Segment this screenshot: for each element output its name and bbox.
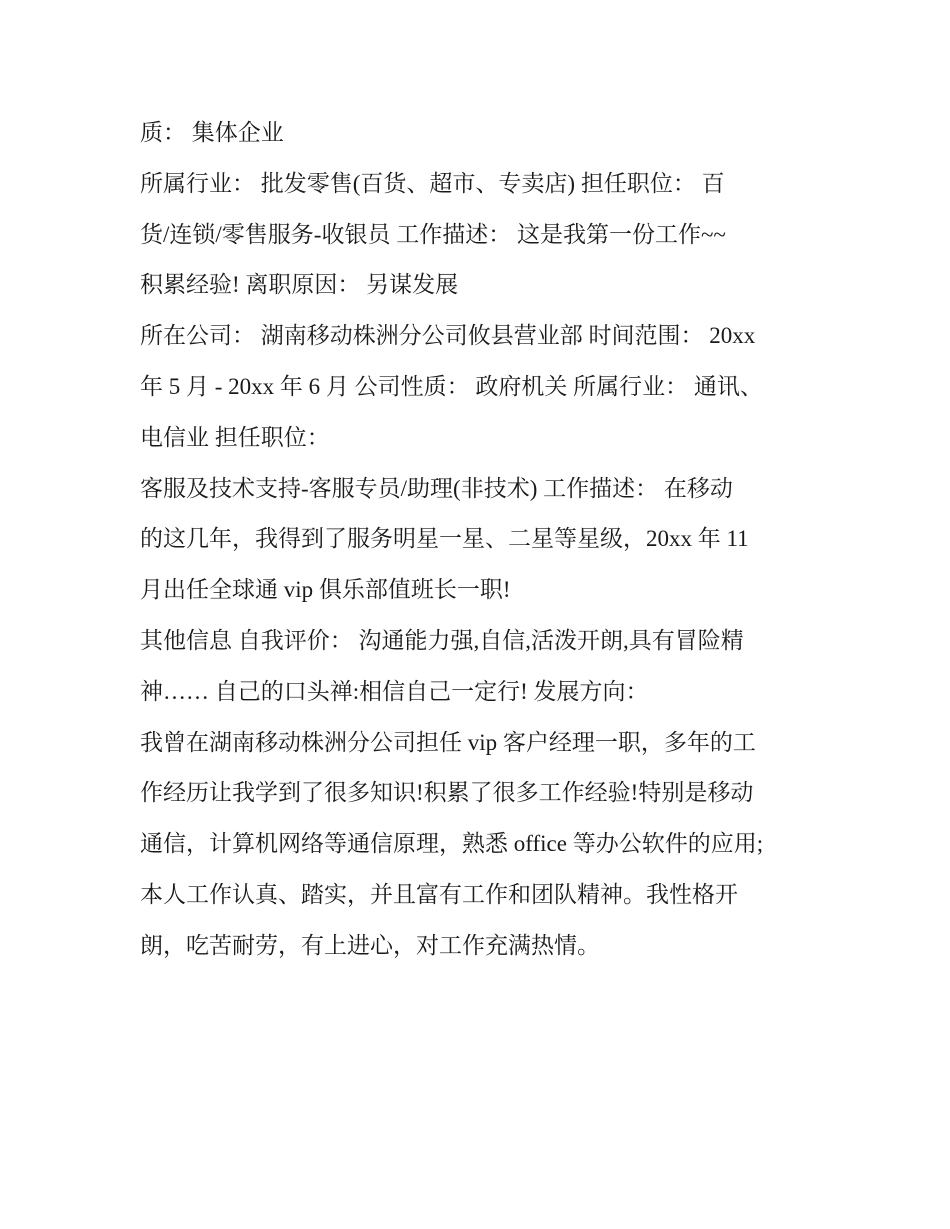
text-line-1: 质： 集体企业 (140, 120, 284, 145)
text-line-2: 所属行业： 批发零售(百货、超市、专卖店) 担任职位： 百 (140, 170, 725, 196)
text-line-11: 其他信息 自我评价： 沟通能力强,自信,活泼开朗,具有冒险精 (140, 627, 744, 653)
text-line-12: 神…… 自己的口头禅:相信自己一定行! 发展方向： (140, 678, 649, 704)
resume-text-block (140, 108, 820, 972)
text-line-15: 通信，计算机网络等通信原理，熟悉 office 等办公软件的应用; (140, 831, 764, 857)
text-line-4: 积累经验! 离职原因： 另谋发展 (140, 272, 459, 298)
text-line-10: 月出任全球通 vip 俱乐部值班长一职! (140, 577, 511, 603)
text-line-9: 的这几年，我得到了服务明星一星、二星等星级，20xx 年 11 (140, 526, 749, 552)
text-line-7: 电信业 担任职位： (140, 424, 330, 450)
text-line-5: 所在公司： 湖南移动株洲分公司攸县营业部 时间范围： 20xx (140, 323, 756, 349)
text-line-16: 本人工作认真、踏实，并且富有工作和团队精神。我性格开 (140, 881, 738, 907)
text-line-3: 货/连锁/零售服务-收银员 工作描述： 这是我第一份工作~~ (140, 221, 726, 247)
text-line-6: 年 5 月 - 20xx 年 6 月 公司性质： 政府机关 所属行业： 通讯、 (140, 373, 763, 399)
text-line-17: 朗，吃苦耐劳，有上进心，对工作充满热情。 (140, 932, 600, 958)
text-line-14: 作经历让我学到了很多知识!积累了很多工作经验!特别是移动 (140, 780, 754, 806)
text-line-13: 我曾在湖南移动株洲分公司担任 vip 客户经理一职，多年的工 (140, 729, 756, 755)
text-line-8: 客服及技术支持-客服专员/助理(非技术) 工作描述： 在移动 (140, 475, 733, 501)
